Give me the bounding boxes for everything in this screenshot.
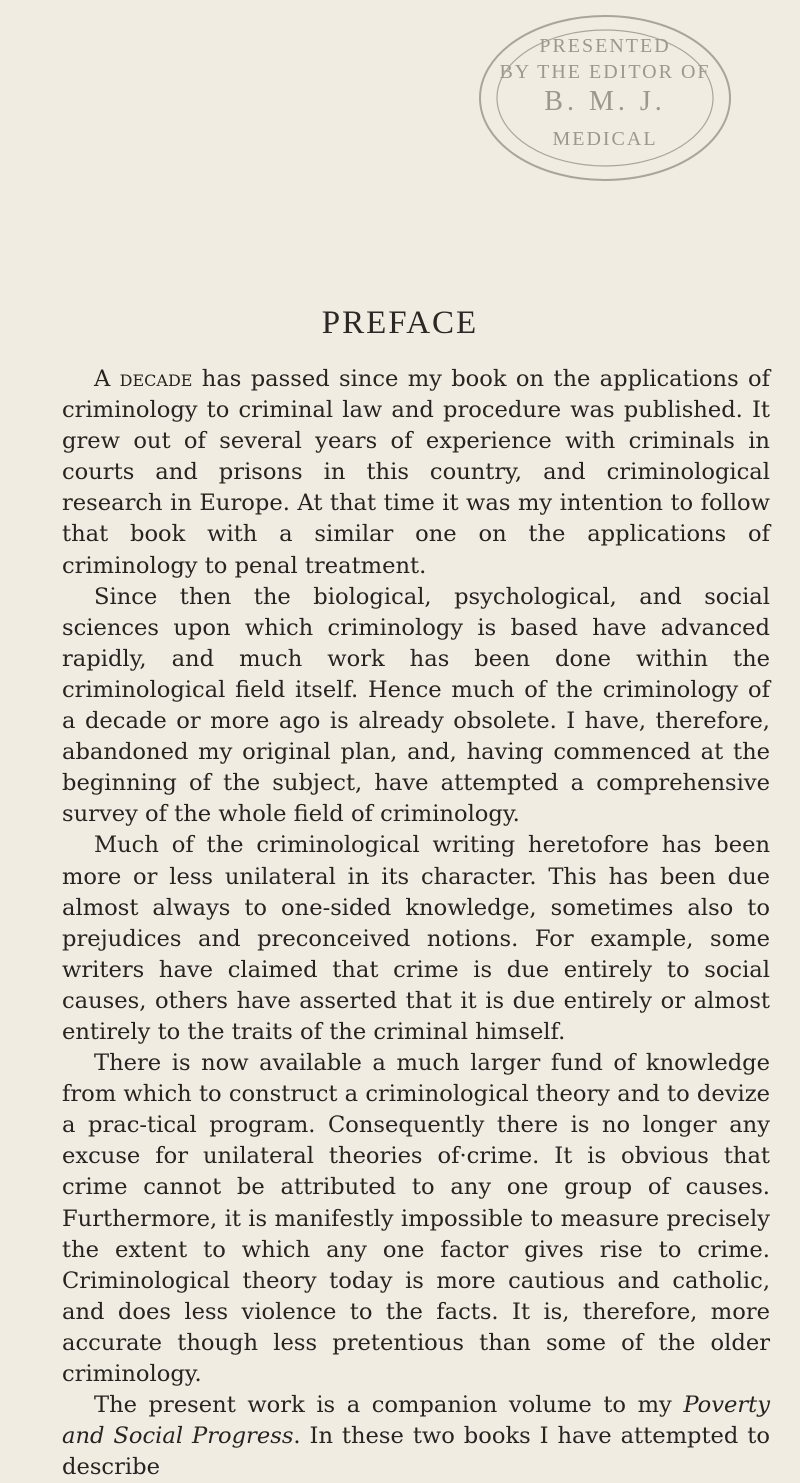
stamp-line-3: B. M. J. bbox=[544, 86, 666, 117]
paragraph-4: There is now available a much larger fund of knowledge from which to construct a criminological theory and to devize a prac-tical program. Consequently there is no longer any excuse for unilateral theories of·crime. It is obvious that crime cannot be attributed to any one group of causes. Furthermore, it is manifestly impossible to measure precisely the extent to which any one factor gives rise to crime. Criminological theory today is more cautious and catholic, and does less violence to the facts. It is, therefore, more accurate though less pretentious than some of the older criminology. bbox=[62, 1050, 770, 1387]
preface-body bbox=[62, 364, 770, 1483]
paragraph-5 bbox=[62, 1390, 770, 1483]
paragraph-1 bbox=[62, 364, 770, 582]
stamp-line-4: MEDICAL bbox=[552, 128, 658, 150]
paragraph-3: Much of the criminological writing heretofore has been more or less unilateral in its character. This has been due almost always to one-sided knowledge, sometimes also to prejudices and preconceived notions. For example, some writers have claimed that crime is due entirely to social causes, others have asserted that it is due entirely or almost entirely to the traits of the criminal himself. bbox=[62, 832, 770, 1045]
paragraph-text: . In these two books I have attempted to describe bbox=[62, 1423, 770, 1481]
book-title: Poverty and Social Progress bbox=[62, 1392, 770, 1450]
page-title: PREFACE bbox=[321, 305, 479, 341]
paragraph-text: The present work is a companion volume to my bbox=[94, 1392, 684, 1419]
paragraph-text: has passed since my book on the applications of criminology to criminal law and procedure was published. It grew out of several years of experience with criminals in courts and prisons in this country, and criminological research in Europe. At that time it was my intention to follow that book with a similar one on the applications of criminology to penal treatment. bbox=[62, 366, 770, 579]
library-stamp bbox=[455, 0, 755, 205]
paragraph-lead: A decade bbox=[94, 366, 193, 392]
stamp-line-1: PRESENTED bbox=[539, 35, 671, 57]
stamp-graphic bbox=[455, 0, 755, 205]
stamp-line-2: BY THE EDITOR OF bbox=[499, 61, 711, 83]
paragraph-2: Since then the biological, psychological, and social sciences upon which criminology is based have advanced rapidly, and much work has been done within the criminological field itself. Hence much of the criminology of a decade or more ago is already obsolete. I have, therefore, abandoned my original plan, and, having commenced at the beginning of the subject, have attempted a comprehensive survey of the whole field of criminology. bbox=[62, 583, 770, 828]
